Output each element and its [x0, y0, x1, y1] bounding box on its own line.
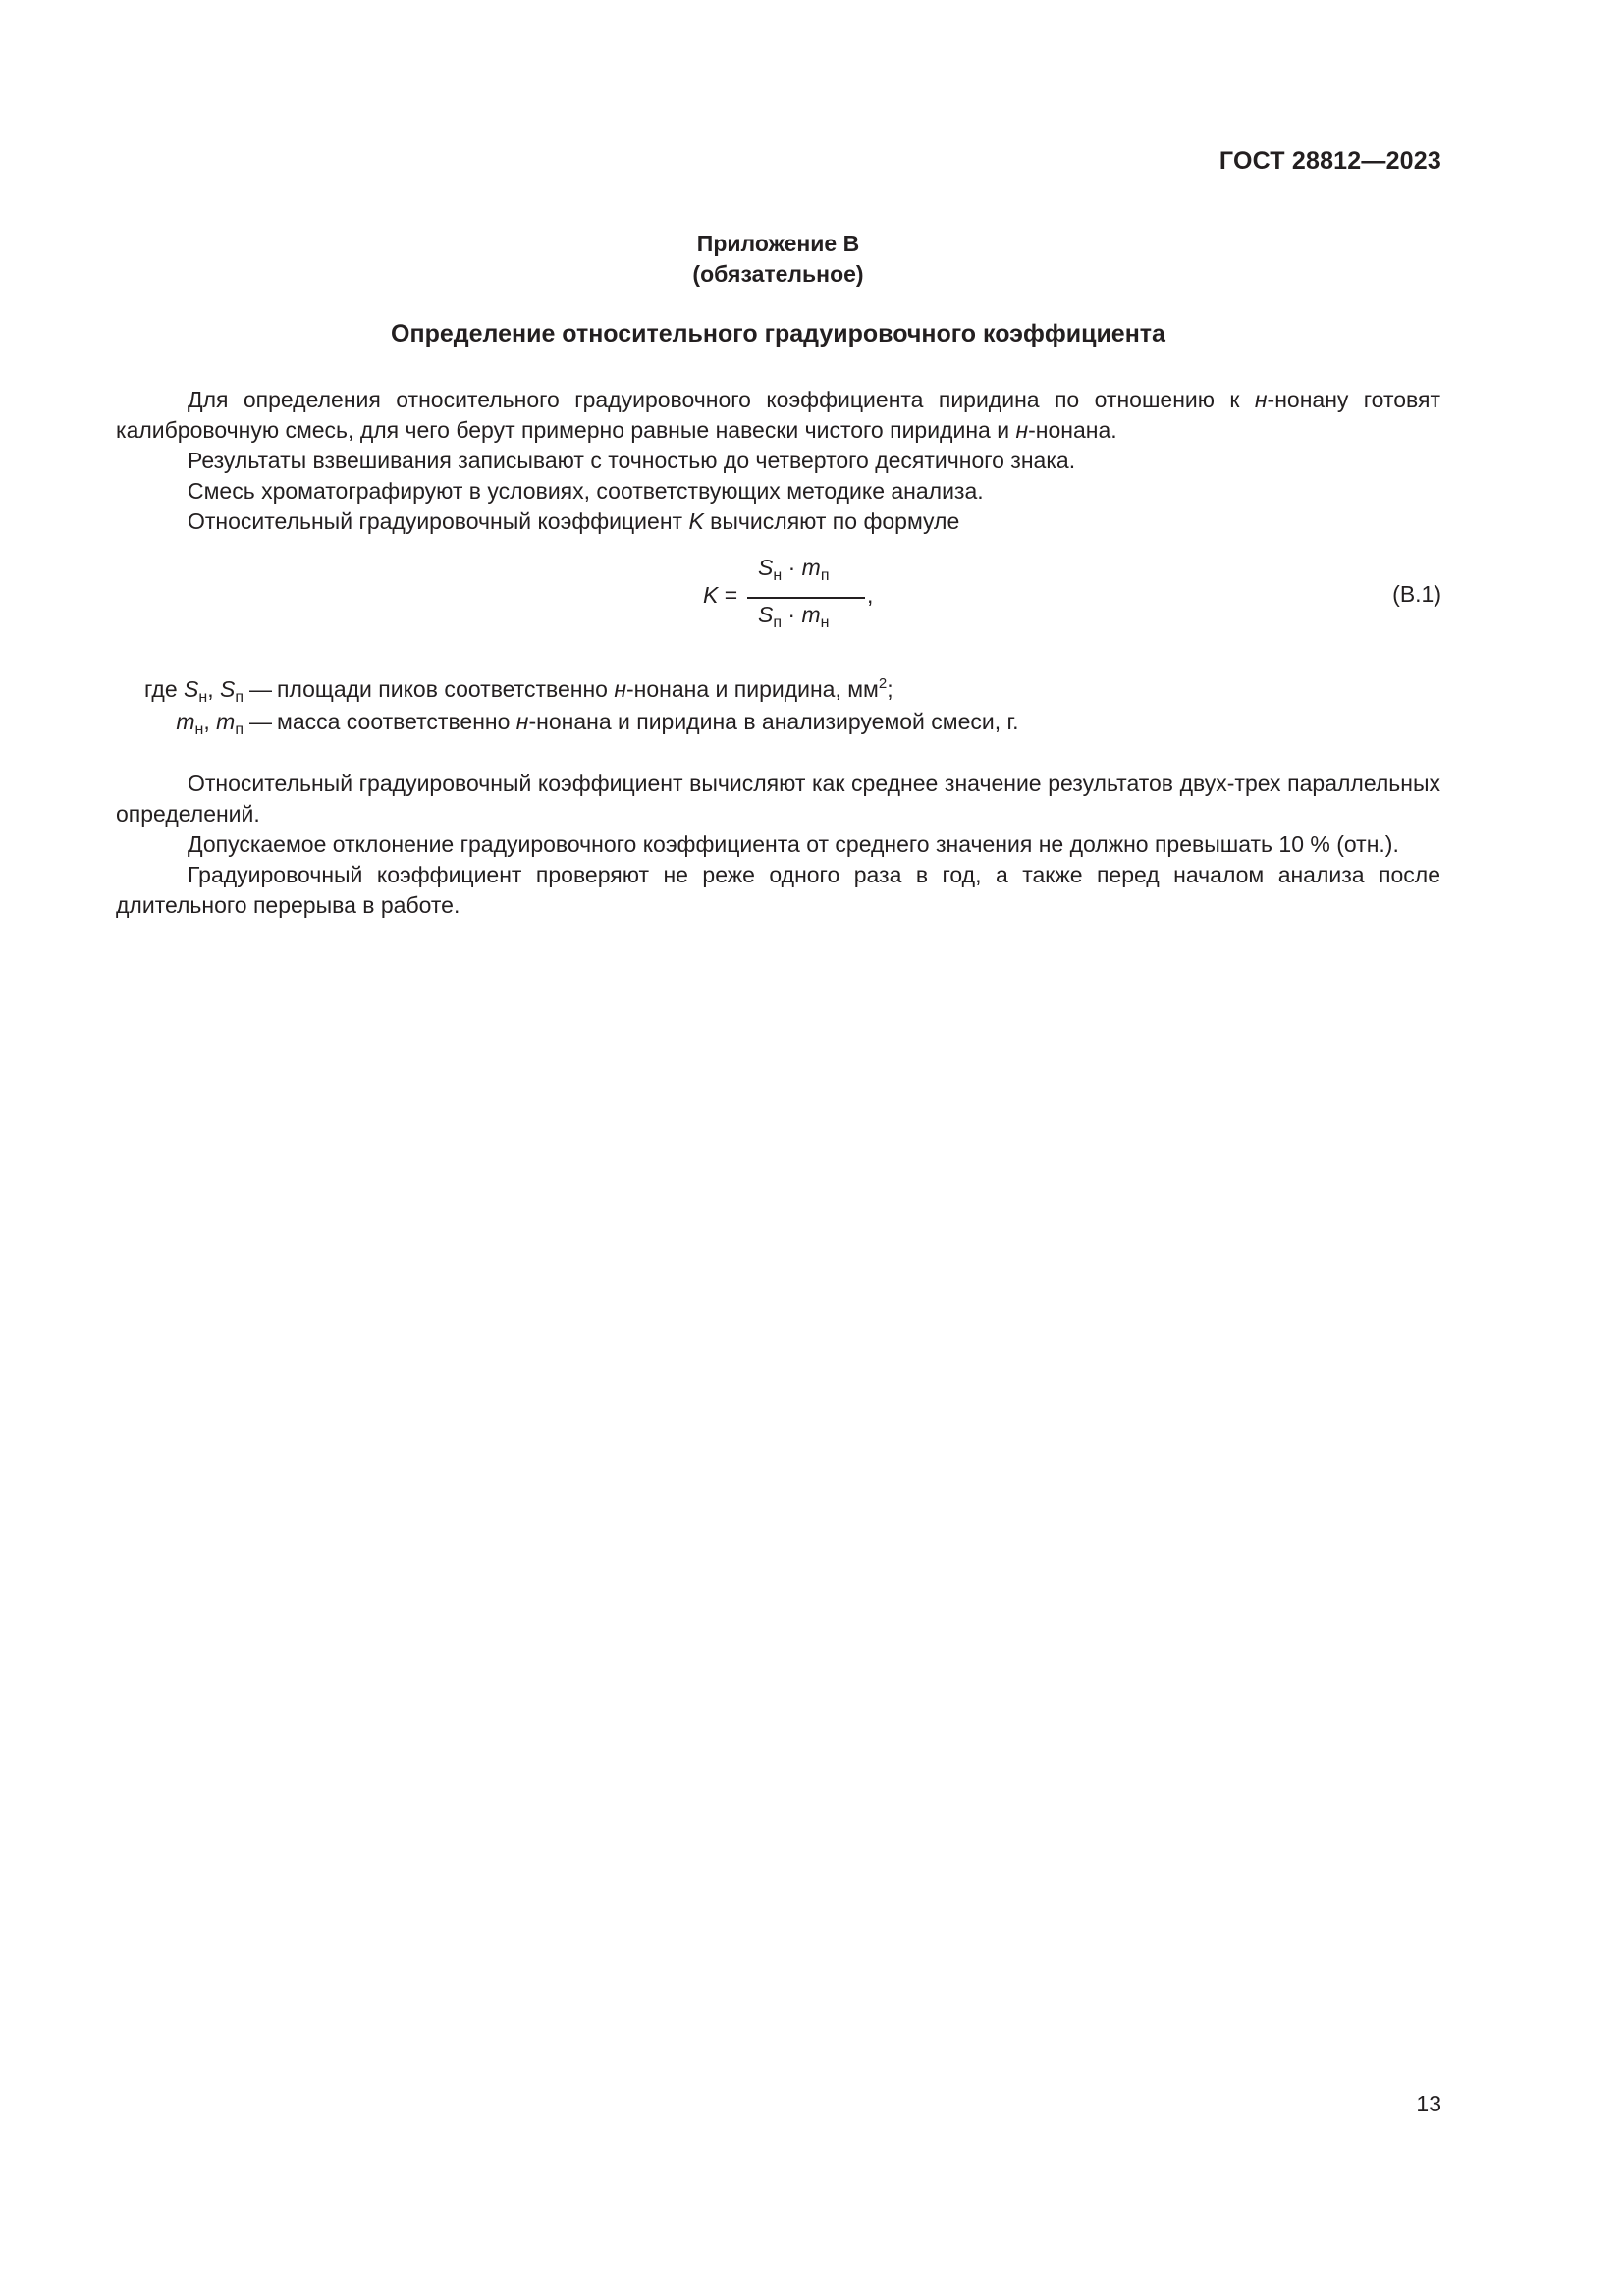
intro-paragraph-2: Результаты взвешивания записывают с точностью до четвертого десятичного знака.: [188, 448, 1076, 473]
annex-title: Приложение В: [696, 231, 860, 256]
separator: ,: [207, 676, 220, 702]
formula-numerator: [758, 555, 830, 584]
outro-paragraph-2: Допускаемое отклонение градуировочного коэффициента от среднего значения не должно превышать 10 % (отн.).: [188, 831, 1399, 857]
outro-section: [116, 769, 1440, 921]
formula-denominator: [758, 602, 830, 631]
page-number: 13: [1416, 2091, 1441, 2116]
where-definition: [277, 706, 1019, 738]
where-definition: [277, 673, 893, 706]
formula-subscript: н: [194, 721, 204, 738]
formula-symbol: m: [801, 555, 821, 580]
formula-symbol: S: [758, 602, 774, 627]
intro-paragraph-3: Смесь хроматографируют в условиях, соответствующих методике анализа.: [188, 478, 984, 504]
text-run: -нонана и пиридина, мм: [626, 676, 879, 702]
equation-number: (В.1): [1392, 581, 1441, 607]
intro-paragraph-1: [116, 385, 1440, 446]
text-run: -нонана и пиридина в анализируемой смеси, г.: [528, 709, 1019, 734]
italic-run: н: [1254, 387, 1268, 412]
text-run: Относительный градуировочный коэффициент: [188, 508, 689, 534]
text-run: -нонана.: [1028, 417, 1117, 443]
where-dash: —: [249, 709, 272, 734]
italic-run: н: [614, 676, 626, 702]
superscript: 2: [878, 675, 888, 692]
formula-subscript: п: [235, 689, 244, 706]
intro-paragraph-4: [116, 507, 1440, 537]
text-run: масса соответственно: [277, 709, 516, 734]
formula-symbol: m: [176, 709, 195, 734]
formula-lhs: [703, 582, 737, 609]
formula-subscript: п: [773, 614, 783, 631]
where-symbols: [116, 706, 244, 738]
formula-subscript: н: [198, 689, 208, 706]
document-code: ГОСТ 28812—2023: [1218, 147, 1441, 175]
text-run: Для определения относительного градуировочного коэффициента пиридина по отношению к: [188, 387, 1255, 412]
formula-subscript: н: [820, 614, 830, 631]
where-symbols-1: [116, 673, 244, 706]
text-run: площади пиков соответственно: [277, 676, 615, 702]
where-symbols-2: [116, 706, 244, 738]
text-run: -нонану готовят калибровочную смесь, для чего берут примерно равные навески чистого пиридина и: [116, 387, 1440, 443]
formula-symbol: m: [216, 709, 236, 734]
outro-paragraph-1: Относительный градуировочный коэффициент вычисляют как среднее значение результатов двух-трех параллельных определений.: [116, 771, 1440, 827]
formula-k: K: [703, 582, 719, 608]
formula-subscript: п: [235, 721, 244, 738]
formula-symbol: S: [184, 676, 199, 702]
formula-dot: ·: [782, 555, 802, 580]
italic-run: K: [688, 508, 704, 534]
italic-run: н: [1015, 417, 1029, 443]
text-run: ;: [887, 676, 893, 702]
formula-subscript: п: [820, 567, 830, 584]
fraction-bar: [747, 597, 865, 599]
where-symbols: [116, 673, 244, 706]
outro-paragraph-3: Градуировочный коэффициент проверяют не реже одного раза в год, а также перед началом анализа после длительного перерыва в работе.: [116, 862, 1440, 918]
text-run: вычисляют по формуле: [703, 508, 960, 534]
intro-section: [116, 385, 1440, 537]
formula-comma: ,: [867, 582, 874, 608]
annex-status: (обязательное): [692, 261, 864, 287]
annex-heading: Определение относительного градуировочного коэффициента: [391, 320, 1165, 347]
formula-symbol: S: [758, 555, 774, 580]
formula-dot: ·: [782, 602, 802, 627]
separator: ,: [203, 709, 217, 734]
formula-symbol: m: [801, 602, 821, 627]
italic-run: н: [515, 709, 529, 734]
where-prefix: где: [144, 676, 185, 702]
where-dash: —: [249, 676, 272, 702]
formula-equals: =: [718, 582, 738, 608]
formula-subscript: н: [773, 567, 783, 584]
formula-symbol: S: [219, 676, 236, 702]
